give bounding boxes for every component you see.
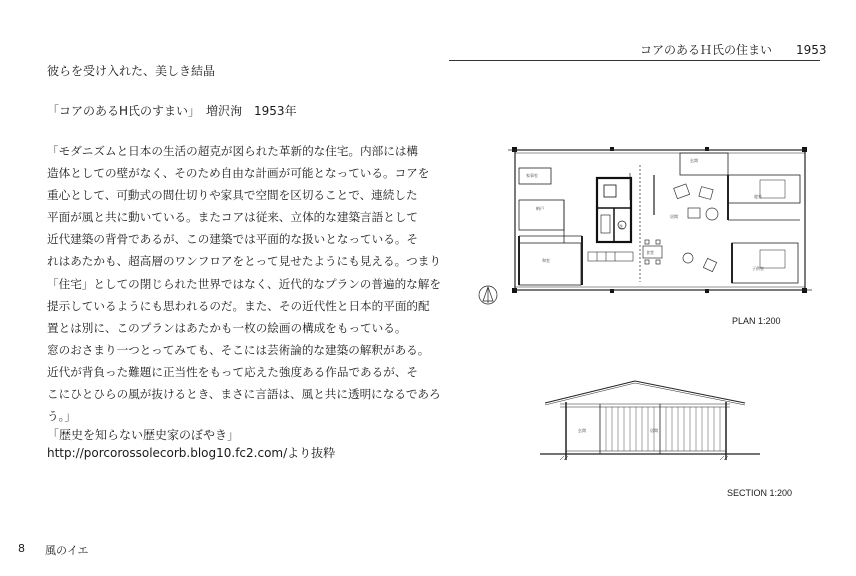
body-line: こにひとひらの風が抜けるとき、まさに言語は、風と共に透明になるであろ [47,387,441,402]
body-line: 重心として、可動式の間仕切りや家具で空間を区切ることで、連続した [47,188,418,203]
body-line: 窓のおさまり一つとってみても、そこには芸術論的な建築の解釈がある。 [47,342,430,357]
room-label: 居間 [670,214,678,219]
body-line: 「住宅」としての閉じられた世界ではなく、近代的なプランの普遍的な解を [47,276,441,291]
body-line: れはあたかも、超高層のワンフロアをとって見せたようにも見える。つまり [47,254,441,269]
sub-heading: 彼らを受け入れた、美しき結晶 [47,64,216,78]
room-label: 食堂 [646,250,654,255]
body-line: う。」 [47,409,76,424]
room-label: 玄関 [690,158,698,163]
body-line: 置とは別に、このプランはあたかも一枚の絵画の構成をもっている。 [47,320,407,335]
room-label: 家事室 [526,173,538,178]
room-label: 寝室 [754,194,762,199]
body-line: 提示しているようにも思われるのだ。また、その近代性と日本的平面的配 [47,298,430,313]
room-label: 和室 [542,258,550,263]
book-title: 風のイエ [45,544,89,557]
room-label: 洗 [619,224,623,229]
page-header-title: コアのあるＨ氏の住まい 1953 [640,43,827,57]
source-title: 「歴史を知らない歴史家のぼやき」 [47,428,240,442]
body-line: 平面が風と共に動いている。またコアは従来、立体的な建築言語として [47,210,419,225]
page-number: 8 [18,542,25,555]
body-line: 近代が背負った難題に正当性をもって応えた強度ある作品であるが、そ [47,364,419,379]
section-drawing [540,376,760,471]
floor-plan-drawing [470,140,820,315]
room-label: 納戸 [536,206,544,211]
work-title: 「コアのあるH氏のすまい」 増沢洵 1953年 [47,104,297,118]
section-room-label: 居間 [650,428,658,433]
body-line: 造体としての壁がなく、そのため自由な計画が可能となっている。コアを [47,166,430,181]
source-url[interactable]: http://porcorossolecorb.blog10.fc2.com/より抜粋 [47,446,336,460]
body-text [47,140,441,427]
section-room-label: 玄関 [578,428,586,433]
body-line: 「モダニズムと日本の生活の超克が図られた革新的な住宅。内部には構 [47,144,419,158]
north-arrow-icon [479,286,497,304]
plan-label: PLAN 1:200 [732,316,781,326]
header-rule [449,60,820,61]
room-label: 子供室 [752,266,764,271]
section-label: SECTION 1:200 [727,488,793,498]
body-line: 近代建築の背骨であるが、この建築では平面的な扱いとなっている。そ [47,232,419,247]
